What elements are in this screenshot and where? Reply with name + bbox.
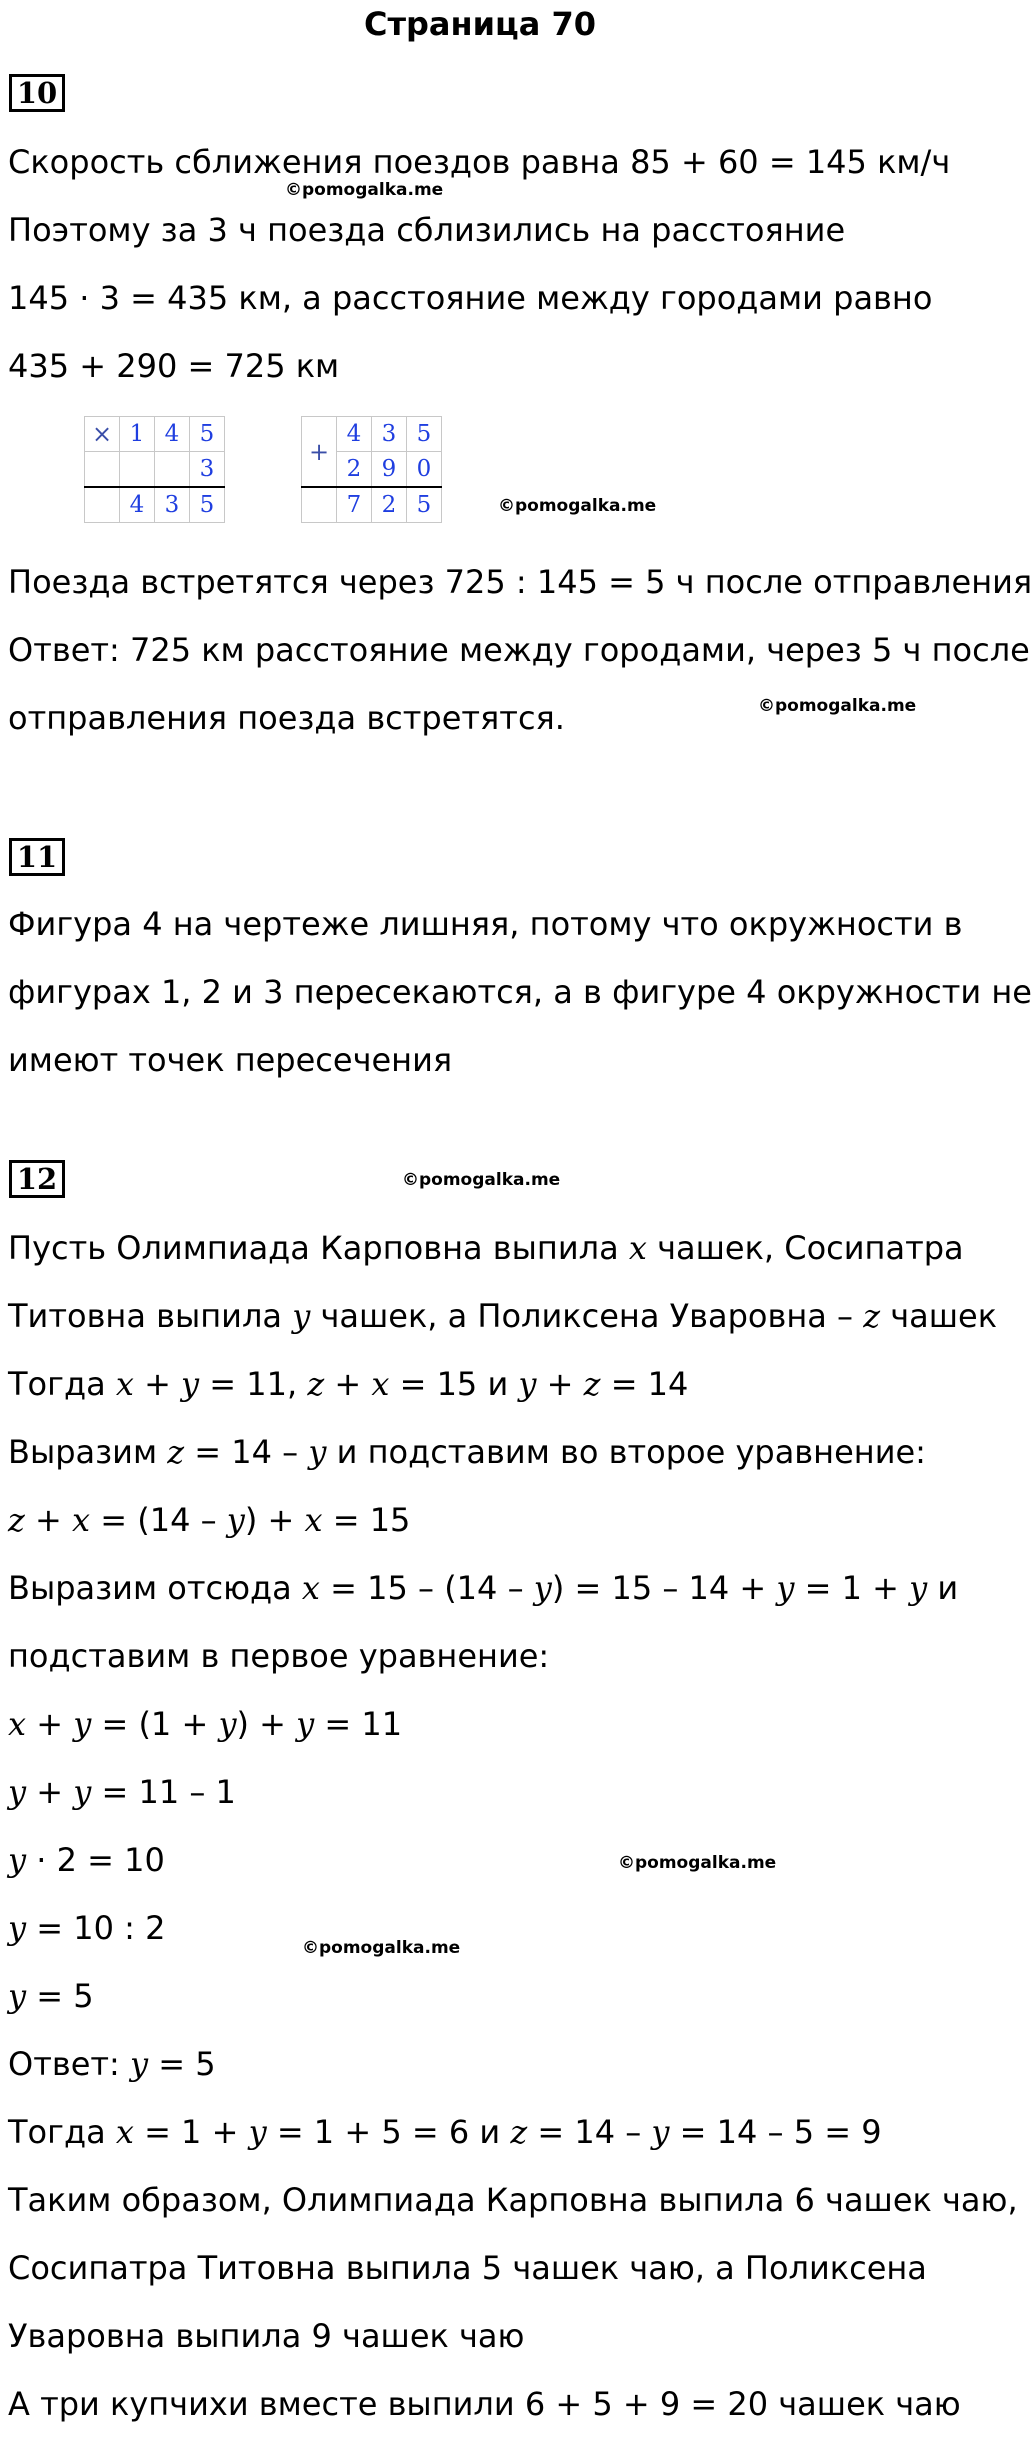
calc-cell: 9 [372,452,407,488]
calc-cell [302,487,337,523]
task-12-line-13: Ответ: y = 5 [8,2045,216,2083]
calc-cell [85,487,120,523]
calc-cell: 4 [155,417,190,452]
task-10-line-5: Поезда встретятся через 725 : 145 = 5 ч после отправления [8,563,1032,601]
calc-cell: 1 [120,417,155,452]
watermark: ©pomogalka.me [302,1938,461,1958]
calc-cell: 5 [190,487,225,523]
task-11-line-1: Фигура 4 на чертеже лишняя, потому что окружности в [8,905,963,943]
task-10-number: 10 [9,74,65,112]
task-11-number: 11 [9,838,65,876]
task-12-line-6: Выразим отсюда x = 15 – (14 – y) = 15 – 14 + y = 1 + y и [8,1569,959,1607]
task-10-line-7: отправления поезда встретятся. [8,699,565,737]
addition-column [301,416,442,523]
task-12-line-11: y = 10 : 2 [8,1909,166,1947]
calc-cell: 7 [337,487,372,523]
task-10-line-1: Скорость сближения поездов равна 85 + 60 = 145 км/ч [8,143,951,181]
calc-cell [85,452,120,488]
calc-cell: × [85,417,120,452]
calc-cell [120,452,155,488]
watermark: ©pomogalka.me [618,1853,777,1873]
task-11-line-3: имеют точек пересечения [8,1041,453,1079]
calc-cell: 5 [407,487,442,523]
task-12-line-3: Тогда x + y = 11, z + x = 15 и y + z = 14 [8,1365,689,1403]
calc-cell: 2 [372,487,407,523]
calc-cell: 2 [337,452,372,488]
task-12-line-9: y + y = 11 – 1 [8,1773,236,1811]
task-12-line-15: Таким образом, Олимпиада Карповна выпила 6 чашек чаю, [8,2181,1018,2219]
calc-cell: 4 [120,487,155,523]
task-10-line-6: Ответ: 725 км расстояние между городами, через 5 ч после [8,631,1030,669]
multiplication-column [84,416,225,523]
page-title: Страница 70 [363,5,597,43]
watermark: ©pomogalka.me [758,696,917,716]
task-12-line-17: Уваровна выпила 9 чашек чаю [8,2317,525,2355]
calc-cell: 0 [407,452,442,488]
task-12-number: 12 [9,1160,65,1198]
task-12-line-4: Выразим z = 14 – y и подставим во второе уравнение: [8,1433,926,1471]
task-12-line-18: А три купчихи вместе выпили 6 + 5 + 9 = 20 чашек чаю [8,2385,961,2423]
task-12-line-7: подставим в первое уравнение: [8,1637,550,1675]
task-12-line-12: y = 5 [8,1977,94,2015]
calc-cell: + [302,417,337,488]
calc-cell: 3 [155,487,190,523]
task-10-line-2: Поэтому за 3 ч поезда сблизились на расстояние [8,211,846,249]
task-10-line-4: 435 + 290 = 725 км [8,347,340,385]
watermark: ©pomogalka.me [285,180,444,200]
watermark: ©pomogalka.me [402,1170,561,1190]
task-11-line-2: фигурах 1, 2 и 3 пересекаются, а в фигуре 4 окружности не [8,973,1032,1011]
calc-cell: 3 [372,417,407,452]
calc-cell: 5 [190,417,225,452]
task-12-line-16: Сосипатра Титовна выпила 5 чашек чаю, а Поликсена [8,2249,927,2287]
task-12-line-2: Титовна выпила y чашек, а Поликсена Уваровна – z чашек [8,1297,998,1335]
task-12-line-8: x + y = (1 + y) + y = 11 [8,1705,403,1743]
calc-cell: 5 [407,417,442,452]
task-10-line-3: 145 · 3 = 435 км, а расстояние между городами равно [8,279,933,317]
task-12-line-1: Пусть Олимпиада Карповна выпила x чашек, Сосипатра [8,1229,964,1267]
task-12-line-5: z + x = (14 – y) + x = 15 [8,1501,411,1539]
calc-cell: 3 [190,452,225,488]
calc-cell [155,452,190,488]
watermark: ©pomogalka.me [498,496,657,516]
calc-cell: 4 [337,417,372,452]
task-12-line-10: y · 2 = 10 [8,1841,165,1879]
task-12-line-14: Тогда x = 1 + y = 1 + 5 = 6 и z = 14 – y = 14 – 5 = 9 [8,2113,882,2151]
